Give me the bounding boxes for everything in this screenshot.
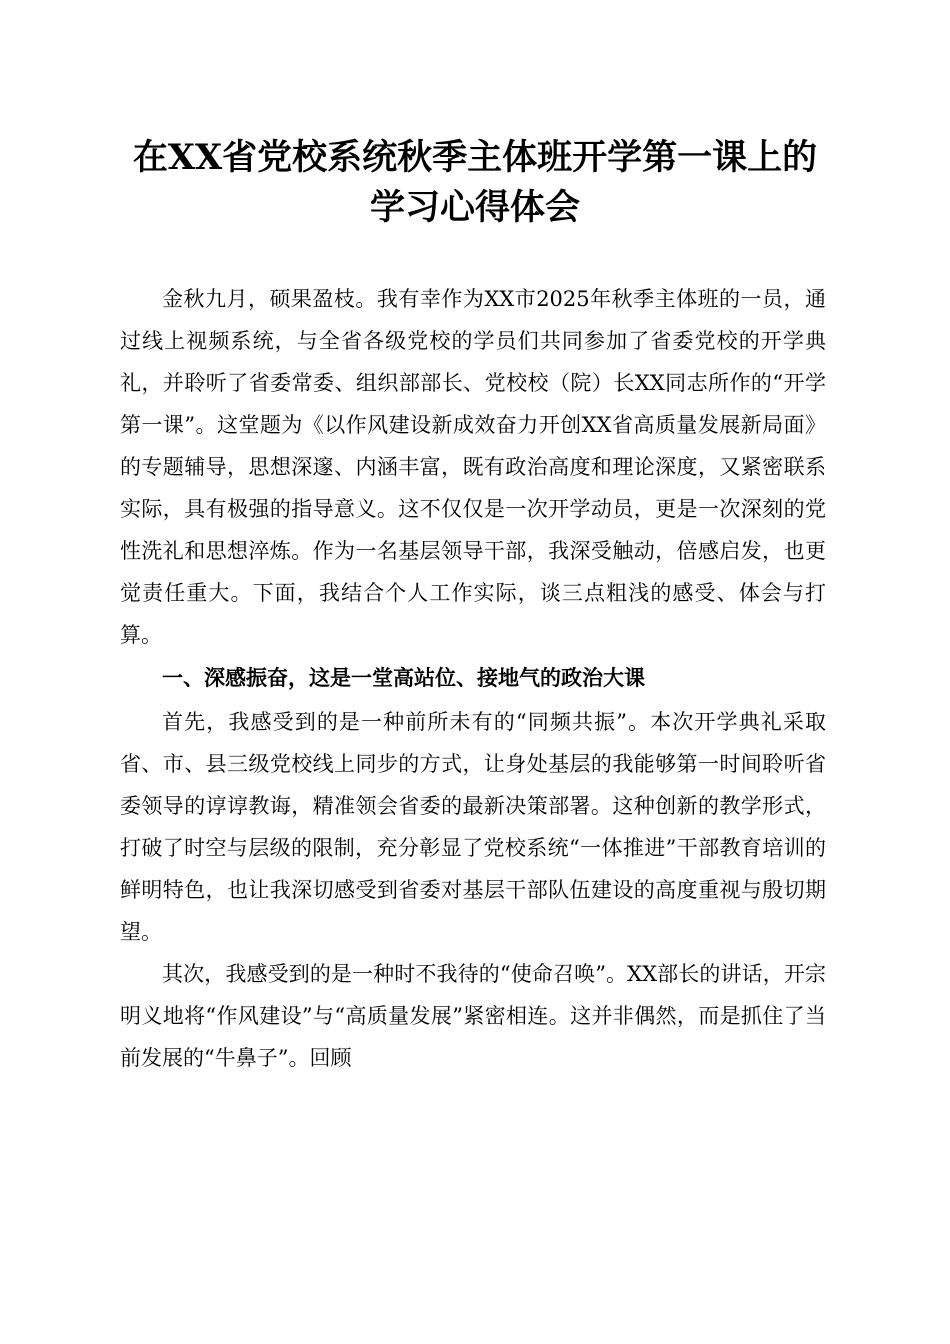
title-line-2: 学习心得体会 <box>369 187 580 228</box>
section1-paragraph-2: 其次，我感受到的是一种时不我待的“使命召唤”。XX部长的讲话，开宗明义地将“作风建设”与“高质量发展”紧密相连。这并非偶然，而是抓住了当前发展的“牛鼻子”。回顾 <box>120 962 826 1070</box>
document-body <box>120 278 826 1079</box>
intro-paragraph: 金秋九月，硕果盈枝。我有幸作为XX市2025年秋季主体班的一员，通过线上视频系统，与全省各级党校的学员们共同参加了省委党校的开学典礼，并聆听了省委常委、组织部部长、党校校（院）长XX同志所作的“开学第一课”。这堂题为《以作风建设新成效奋力开创XX省高质量发展新局面》的专题辅导，思想深邃、内涵丰富，既有政治高度和理论深度，又紧密联系实际，具有极强的指导意义。这不仅仅是一次开学动员，更是一次深刻的党性洗礼和思想淬炼。作为一名基层领导干部，我深受触动，倍感启发，也更觉责任重大。下面，我结合个人工作实际，谈三点粗浅的感受、体会与打算。 <box>120 287 826 647</box>
section1-paragraph-1: 首先，我感受到的是一种前所未有的“同频共振”。本次开学典礼采取省、市、县三级党校线上同步的方式，让身处基层的我能够第一时间聆听省委领导的谆谆教诲，精准领会省委的最新决策部署。这种创新的教学形式，打破了时空与层级的限制，充分彰显了党校系统“一体推进”干部教育培训的鲜明特色，也让我深切感受到省委对基层干部队伍建设的高度重视与殷切期望。 <box>120 710 826 944</box>
title-line-1: 在XX省党校系统秋季主体班开学第一课上的 <box>132 137 818 178</box>
document-title <box>100 133 850 233</box>
section-heading-1: 一、深感振奋，这是一堂高站位、接地气的政治大课 <box>162 666 645 690</box>
